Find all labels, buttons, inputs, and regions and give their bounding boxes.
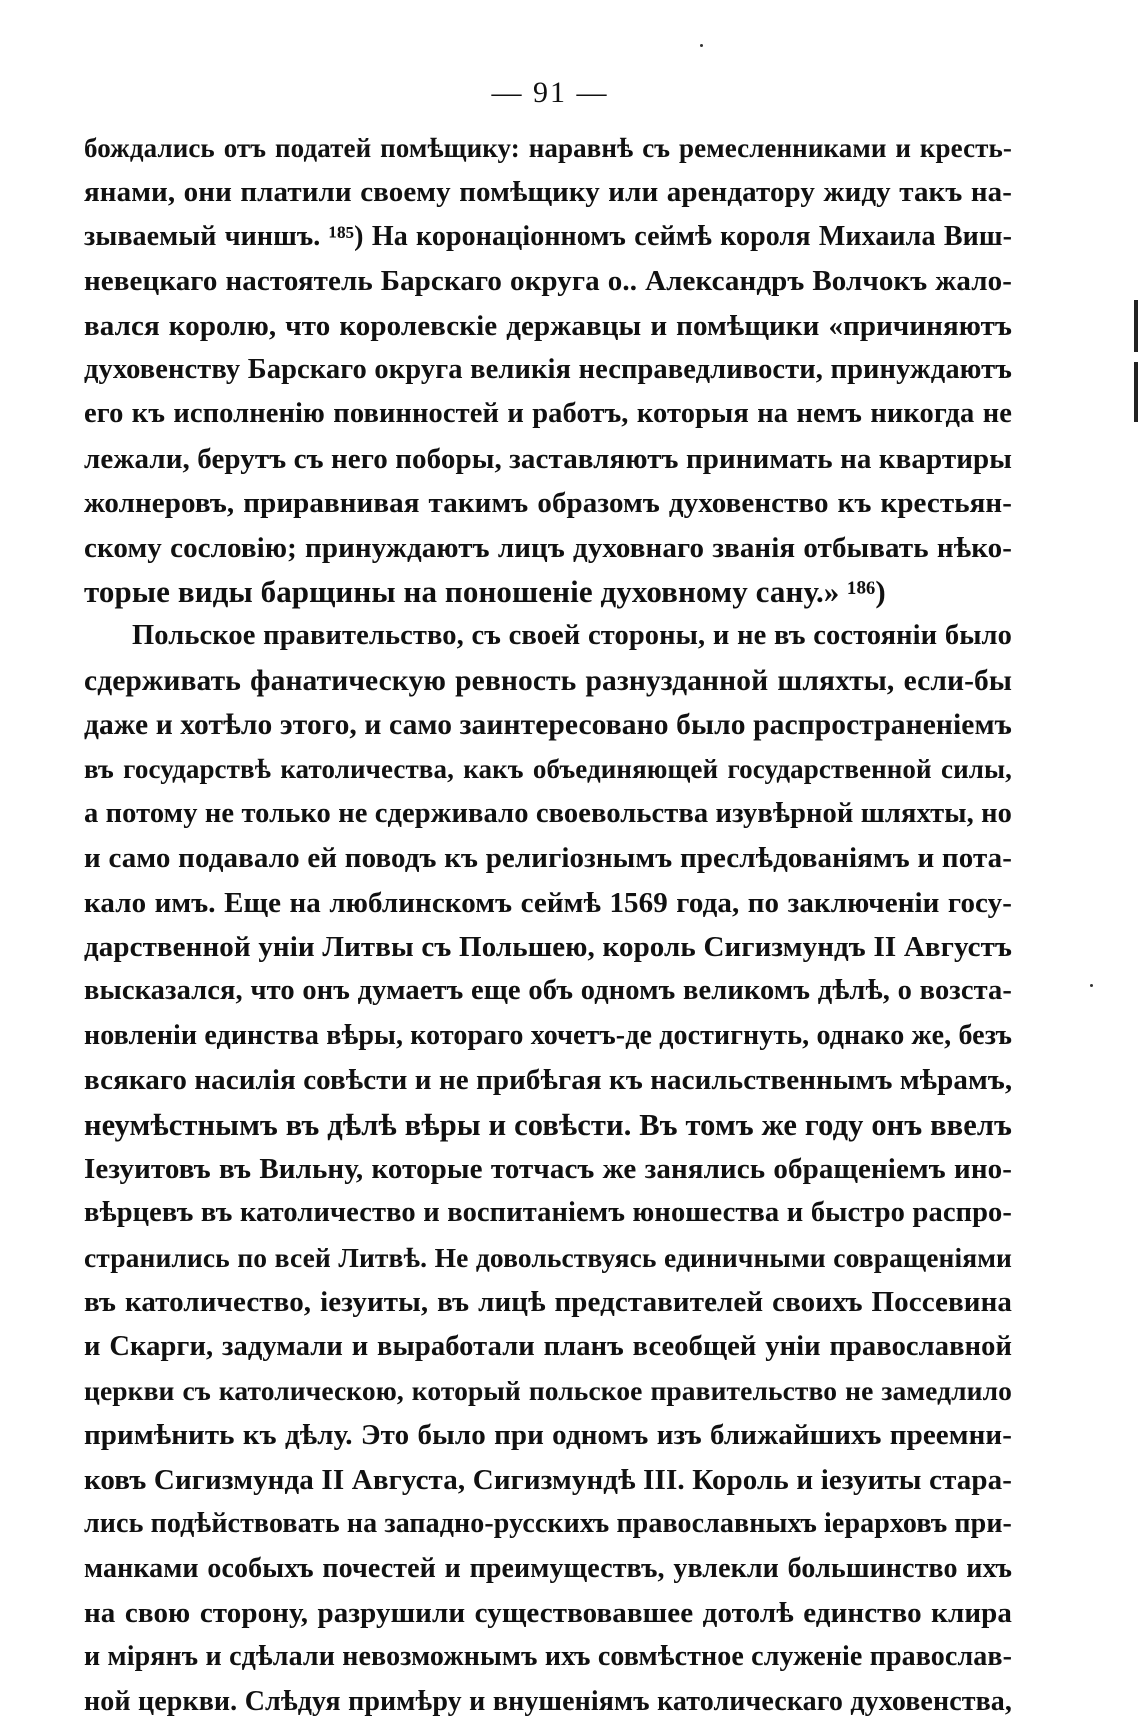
text-line: манками особыхъ почестей и преимуществъ, увлекли большинство ихъ: [84, 1552, 1012, 1584]
page-number: — 91 —: [491, 76, 609, 109]
text-line: всякаго насилія совѣсти и не прибѣгая къ насильственнымъ мѣрамъ,: [84, 1064, 1012, 1097]
text-line: а потому не только не сдерживало своевольства изувѣрной шляхты, но: [84, 797, 1012, 829]
text-line: высказался, что онъ думаетъ еще объ одномъ великомъ дѣлѣ, о возста-: [84, 975, 1012, 1007]
text-line: торые виды барщины на поношеніе духовному сану.» ¹⁸⁶): [84, 573, 886, 609]
text-line: янами, они платили своему помѣщику или арендатору жиду такъ на-: [84, 176, 1012, 209]
text-line: Польское правительство, съ своей стороны, и не въ состояніи было: [132, 620, 1012, 652]
text-line: вѣрцевъ въ католичество и воспитаніемъ юношества и быстро распро-: [84, 1197, 1012, 1229]
text-line: жолнеровъ, приравнивая такимъ образомъ духовенство къ крестьян-: [84, 487, 1012, 520]
text-line: и Скарги, задумали и выработали планъ всеобщей уніи православной: [84, 1330, 1012, 1362]
text-line: сдерживать фанатическую ревность разнузданной шляхты, если-бы: [84, 664, 1012, 697]
text-line: неумѣстнымъ въ дѣлѣ вѣры и совѣсти. Въ томъ же году онъ ввелъ: [84, 1107, 1012, 1142]
scan-margin-mark: [1134, 300, 1138, 352]
text-line: даже и хотѣло этого, и само заинтересовано было распространеніемъ: [84, 709, 1012, 742]
text-line: невецкаго настоятель Барскаго округа о.. Александръ Волчокъ жало-: [84, 265, 1012, 298]
body-text: [84, 126, 1012, 1724]
text-line: и само подавало ей поводъ къ религіознымъ преслѣдованіямъ и пота-: [84, 842, 1012, 875]
text-line: въ католичество, іезуиты, въ лицѣ представителей своихъ Поссевина: [84, 1286, 1012, 1319]
text-line: вался королю, что королевскіе державцы и помѣщики «причиняютъ: [84, 309, 1012, 342]
text-line: духовенству Барскаго округа великія несправедливости, принуждаютъ: [84, 353, 1012, 385]
text-line: его къ исполненію повинностей и работъ, которыя на немъ никогда не: [84, 398, 1012, 430]
text-line: зываемый чиншъ. ¹⁸⁵) На коронаціонномъ сеймѣ короля Михаила Виш-: [84, 220, 1012, 252]
text-line: дарственной уніи Литвы съ Польшею, король Сигизмундъ II Августъ: [84, 931, 1012, 964]
text-line: въ государствѣ католичества, какъ объединяющей государственной силы,: [84, 754, 1012, 785]
text-line: странились по всей Литвѣ. Не довольствуясь единичными совращеніями: [84, 1241, 1012, 1273]
text-line: лись подѣйствовать на западно-русскихъ православныхъ іерарховъ при-: [84, 1508, 1012, 1540]
text-line: ковъ Сигизмунда II Августа, Сигизмундѣ III. Король и іезуиты стара-: [84, 1463, 1012, 1496]
text-line: скому сословію; принуждаютъ лицъ духовнаго званія отбывать нѣко-: [84, 531, 1012, 564]
text-line: бождались отъ податей помѣщику: наравнѣ съ ремесленниками и кресть-: [84, 133, 1012, 163]
text-line: Іезуитовъ въ Вильну, которые тотчасъ же занялись обращеніемъ ино-: [84, 1152, 1012, 1185]
text-line: на свою сторону, разрушили существовавшее дотолѣ единство клира: [84, 1596, 1012, 1629]
scan-speck: [1090, 984, 1093, 987]
text-line: новленіи единства вѣры, котораго хочетъ-де достигнуть, однако же, безъ: [84, 1019, 1012, 1051]
text-line: примѣнить къ дѣлу. Это было при одномъ изъ ближайшихъ преемни-: [84, 1419, 1012, 1452]
scan-margin-mark: [1134, 362, 1138, 422]
text-line: кало имъ. Еще на люблинскомъ сеймѣ 1569 года, по заключеніи госу-: [84, 886, 1012, 919]
text-line: и мірянъ и сдѣлали невозможнымъ ихъ совмѣстное служеніе православ-: [84, 1641, 1012, 1673]
text-line: лежали, берутъ съ него поборы, заставляютъ принимать на квартиры: [84, 442, 1012, 475]
text-line: ной церкви. Слѣдуя примѣру и внушеніямъ католическаго духовенства,: [84, 1685, 1012, 1717]
text-line: церкви съ католическою, который польское правительство не замедлило: [84, 1374, 1012, 1406]
scan-speck: [700, 44, 703, 47]
